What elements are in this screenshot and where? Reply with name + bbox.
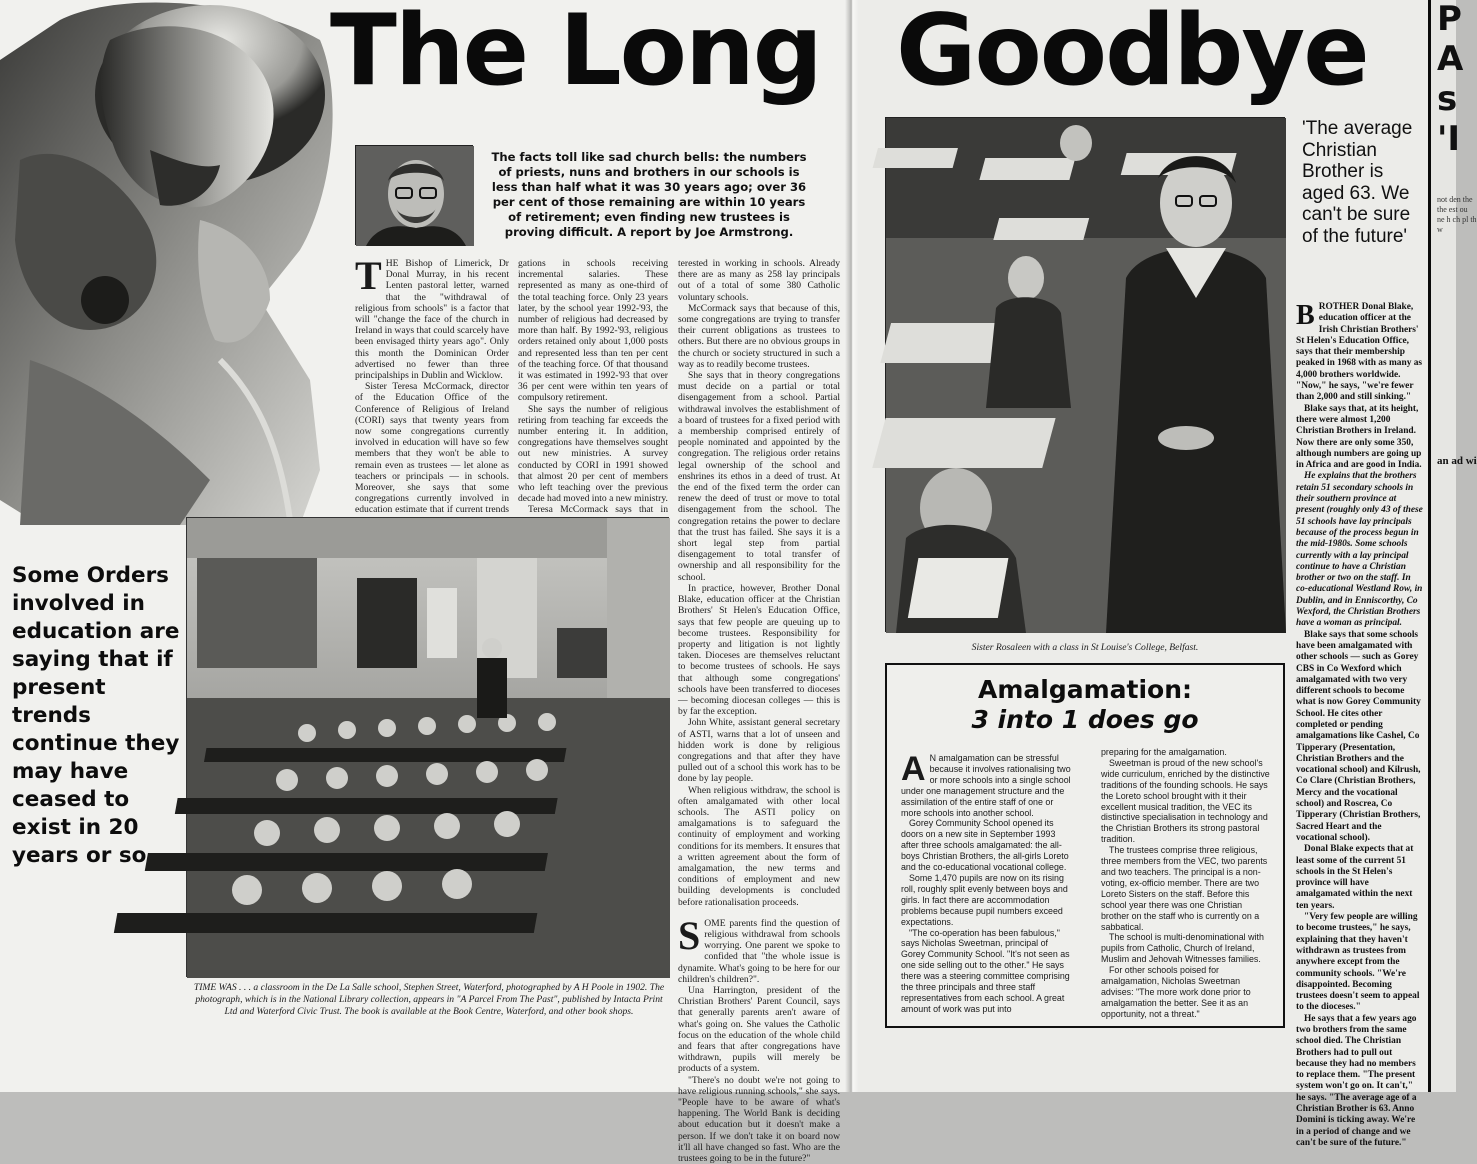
body-paragraph: McCormack says that because of this, some congregations are trying to transfer their current obligations as trustees to others. But there are no obvious groups in the church or society structured in such a way as to readily become trustees. — [678, 302, 840, 370]
classroom-photo — [186, 517, 669, 977]
sister-rosaleen-photo — [885, 117, 1285, 632]
body-paragraph: The trustees comprise three religious, three members from the VEC, two parents and two teachers. The principal is a non-voting, ex-officio member. There are two Loreto Sisters on the staff. Before this school year there was one Christian brother on the staff who is currently on a sabbatical. — [1101, 845, 1268, 932]
body-paragraph: gations in schools receiving incremental salaries. These represented as many as one-third of the total teaching force. Only 23 years later, by the school year 1992-'93, the number of religious had decreased by more than half. By 1992-'93, religious orders retained only about 1,000 posts and represented less than ten per cent of the teaching force. Of that thousand it was estimated in 1992-'93 that over 36 per cent were within ten years of compulsory retirement. — [518, 258, 668, 404]
next-page-letter: P — [1437, 0, 1462, 39]
body-paragraph: Sister Teresa McCormack, director of the Education Office of the Conference of Religious of Ireland (CORI) says that twenty years from now some congregations currently involved in education will have so few members that they won't be able to remain even as trustees — let alone as teachers or principals — in schools. Moreover, she says that some congregations currently involved in education estimate that if current trends — [355, 381, 509, 516]
headline-part-2: Goodbye — [896, 0, 1368, 108]
drop-cap: T — [355, 253, 382, 298]
body-column-1 — [355, 253, 509, 516]
next-page-letter: s — [1437, 79, 1458, 119]
pull-quote-right: 'The average Christian Brother is aged 63. We can't be sure of the future' — [1302, 118, 1413, 247]
body-paragraph: N amalgamation can be stressful because it involves rationalising two or more schools into a single school under one management structure and the assimilation of the entire staff of one or more schools into another school. — [901, 753, 1071, 818]
next-page-fragment: not den the the est ou ne h ch pl th w — [1437, 195, 1477, 234]
amalgamation-column-2 — [1101, 747, 1271, 1017]
body-paragraph: For other schools poised for amalgamation, Nicholas Sweetman advises: "The more work done prior to amalgamation the better. See it as an opportunity, not a threat." — [1101, 965, 1251, 1019]
body-paragraph: When religious withdraw, the school is often amalgamated with other local schools. The ASTI policy on amalgamations is to safeguard the continuity of employment and working conditions for its members. It ensures that a written agreement about the form of amalgamation, the new terms and conditions of employment and new building developments is concluded before rationalisation proceeds. — [678, 784, 840, 908]
body-paragraph: "There's no doubt we're not going to have religious running schools," she says. "People have to be aware of what's happening. The World Bank is deciding about education but it doesn't make a person. If we don't take it on board now it'll all have changed so fast. Who are the trustees going to be in the future?" — [678, 1074, 840, 1164]
body-paragraph: She says that in theory congregations must decide on a partial or total disengagement from a school. Partial withdrawal involves the establishment of a board of trustees for a fixed period with a membership comprised entirely of people nominated and appointed by the congregation. The religious order retains legal ownership of the school and enshrines its ethos in a deed of trust. At the end of the fixed term the order can renew the deed of trust or move to total disengagement from the school. The congregation retains the power to declare that the trust has failed. She says it is a short legal step from partial disengagement to total transfer of ownership and all responsibility for the school. — [678, 370, 840, 583]
drop-cap: B — [1296, 300, 1315, 331]
drop-cap: A — [901, 750, 926, 788]
body-paragraph: Blake says that some schools have been amalgamated with other schools — such as Gorey CBS in Co Wexford which amalgamated with two very different schools to become what is now Gorey Community School. He cites other completed or pending amalgamations like Cashel, Co Tipperary (Presentation, Christian Brothers and the vocational school) and Kilrush, Co Clare (Christian Brothers, Mercy and the vocational school) and Roscrea, Co Tipperary (Christian Brothers, Sacred Heart and the vocational school). — [1296, 629, 1421, 843]
body-paragraph: HE Bishop of Limerick, Dr Donal Murray, in his recent Lenten pastoral letter, warned that the "withdrawal of religious from schools" is a factor that will "change the face of the church in Ireland in ways that could scarcely have been envisaged thirty years ago". Only this month the Dominican Order advertised no fewer than three principalships in Dublin and Wicklow. — [355, 258, 509, 382]
body-column-2 — [518, 258, 668, 516]
next-page-letter: 'I — [1437, 119, 1461, 159]
body-paragraph: Teresa McCormack says that in — [528, 504, 668, 516]
drop-cap: S — [678, 912, 701, 958]
amalgamation-column-1 — [901, 750, 1071, 1023]
amalgamation-heading: Amalgamation: — [977, 675, 1192, 704]
body-paragraph: He says that a few years ago two brothers from the same school died. The Christian Brothers had to pull out because they had no members to replace them. "The present system won't go on. It can't," he says. "The average age of a Christian Brother is 63. Anno Domini is ticking away. We're in a period of change and we can't be sure of the future." — [1296, 1013, 1417, 1148]
body-paragraph: preparing for the amalgamation. — [1101, 747, 1227, 757]
statue-illustration — [0, 0, 345, 525]
body-paragraph: Some 1,470 pupils are now on its rising roll, roughly split evenly between boys and girls. In fact there are accommodation problems because pupil numbers exceed expectations. — [901, 872, 1068, 927]
body-paragraph: The school is multi-denominational with pupils from Catholic, Church of Ireland, Muslim and Jehovah Witnesses families. — [1101, 932, 1264, 965]
standfirst: The facts toll like sad church bells: the numbers of priests, nuns and brothers in our schools is less than half what it was 30 years ago; over 36 per cent of those remaining are within 10 years of retirement; even finding new trustees is proving difficult. A report by Joe Armstrong. — [491, 150, 807, 239]
headline-part-1: The Long — [330, 0, 821, 108]
body-paragraph: terested in working in schools. Already there are as many as 258 lay principals out of a total of some 380 Catholic voluntary schools. — [678, 258, 840, 303]
body-column-3 — [678, 258, 840, 1164]
body-paragraph: John White, assistant general secretary of ASTI, warns that a lot of unseen and hidden work is done by religious congregations and that after they have pulled out of a school this work has to be done by lay people. — [678, 717, 840, 785]
next-page-edge — [1428, 0, 1477, 1092]
body-paragraph: In practice, however, Brother Donal Blake, education officer at the Christian Brothers' St Helen's Education Office, says that few people are queuing up to become trustees. Responsibility for property and litigation is not lightly taken. Dioceses are themselves reluctant to become trustees of schools. He says that although some congregations' schools have been transferred to dioceses — becoming diocesan colleges — this is by far the exception. — [678, 582, 840, 718]
body-paragraph: Gorey Community School opened its doors on a new site in September 1993 after three schools amalgamated: the all-boys Christian Brothers, the all-girls Loreto and the co-educational vocational college. — [901, 818, 1069, 873]
next-page-letter: A — [1437, 39, 1464, 79]
amalgamation-title — [887, 675, 1283, 735]
amalgamation-subheading: 3 into 1 does go — [971, 705, 1199, 734]
body-paragraph: Blake says that, at its height, there were almost 1,200 Christian Brothers in Ireland. Now there are only some 350, although numbers are going up in Africa and are good in India. — [1296, 403, 1422, 471]
body-paragraph: He explains that the brothers retain 51 secondary schools in their southern province at present (roughly only 43 of these 51 schools have lay principals because of the process begun in the mid-1980s. Some schools currently with a lay principal continue to have a Christian brother or two on the staff. In co-educational Westland Row, in Dublin, and in Enniscorthy, Co Wexford, the Christian Brothers have a woman as principal. — [1296, 471, 1423, 629]
body-paragraph: She says the number of religious retiring from teaching far exceeds the number entering it. In addition, congregations have themselves sought out new ministries. A survey conducted by CORI in 1991 showed that almost 20 per cent of members who left teaching over the previous decade had moved into a new ministry. — [518, 403, 668, 505]
pull-quote: Some Orders involved in education are saying that if present trends continue they may have ceased to exist in 20 years or so — [12, 563, 180, 868]
body-paragraph: Donal Blake expects that at least some of the current 51 schools in the St Helen's province will have amalgamated within the next ten years. — [1296, 844, 1414, 911]
photo-caption-right: Sister Rosaleen with a class in St Louise's College, Belfast. — [971, 642, 1199, 653]
photo-caption: TIME WAS . . . a classroom in the De La Salle school, Stephen Street, Waterford, photographed by A H Poole in 1902. The photograph, which is in the National Library collection, appears in "A Parcel From The Past", published by Intacta Print Ltd and Waterford Civic Trust. The book is available at the Book Centre, Waterford, and other book shops. — [193, 982, 665, 1017]
body-paragraph: "The co-operation has been fabulous," says Nicholas Sweetman, principal of Gorey Community School. "It's not seen as one side selling out to the other." He says there was a steering committee comprising the three principals and three staff representatives from each school. A great amount of work was put into — [901, 927, 1070, 1014]
page-fold — [845, 0, 859, 1092]
sidebar-column — [1296, 300, 1424, 1148]
body-paragraph: Sweetman is proud of the new school's wide curriculum, enriched by the distinctive traditions of the founding schools. He says the Loreto school brought with it their excellent musical tradition, the VEC its distinctive specialisation in technology and the Christian Brothers its strong pastoral tradition. — [1101, 757, 1270, 845]
body-paragraph: "Very few people are willing to become trustees," he says, explaining that they haven't withdrawn as trustees from anywhere except from the community schools. "We're disappointed. Becoming trustees doesn't seem to appeal to the dioceses." — [1296, 912, 1420, 1013]
author-photo — [355, 145, 473, 245]
body-paragraph: OME parents find the question of religious withdrawal from schools worrying. One parent we spoke to confided that "the whole issue is dynamite. What's going to be here for our children's children?". — [678, 917, 840, 985]
body-paragraph: ROTHER Donal Blake, education officer at the Irish Christian Brothers' St Helen's Education Office, says that their membership peaked in 1968 with as many as 4,000 brothers worldwide. "Now," he says, "we're fewer than 2,000 and still sinking." — [1296, 302, 1423, 403]
amalgamation-box — [885, 663, 1285, 1028]
body-paragraph: Una Harrington, president of the Christian Brothers' Parent Council, says that generally parents aren't aware of what's going on. She values the Catholic focus on the education of the whole child and fears that after congregations have withdrawn, pupils will merely be products of a system. — [678, 985, 840, 1075]
next-page-fragment-mid: an ad wi — [1437, 455, 1477, 467]
